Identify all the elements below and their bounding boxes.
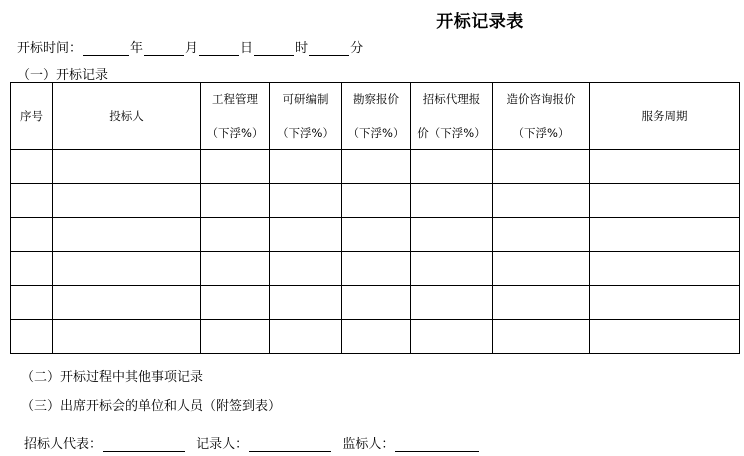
header-service-period: 服务周期 [590,83,740,150]
table-cell[interactable] [590,150,740,184]
opening-time-label: 开标时间： [17,41,83,56]
table-cell[interactable] [270,286,342,320]
table-cell[interactable] [342,184,411,218]
table-cell[interactable] [493,150,590,184]
table-cell[interactable] [201,184,270,218]
table-header-row [11,83,740,150]
table-cell[interactable] [590,184,740,218]
table-cell[interactable] [270,184,342,218]
day-blank[interactable] [199,42,239,56]
table-cell[interactable] [493,184,590,218]
table-cell[interactable] [270,252,342,286]
table-cell[interactable] [53,320,201,354]
table-row [11,320,740,354]
hour-label: 时 [295,41,309,56]
table-cell[interactable] [11,286,53,320]
table-cell[interactable] [201,150,270,184]
table-row [11,286,740,320]
table-cell[interactable] [493,252,590,286]
table-cell[interactable] [11,252,53,286]
header-bidder: 投标人 [53,83,201,150]
table-cell[interactable] [201,218,270,252]
table-cell[interactable] [201,320,270,354]
table-cell[interactable] [53,252,201,286]
hour-blank[interactable] [254,42,294,56]
table-cell[interactable] [590,286,740,320]
table-row [11,252,740,286]
month-label: 月 [185,41,199,56]
table-cell[interactable] [342,150,411,184]
table-cell[interactable] [493,320,590,354]
supervisor-blank[interactable] [395,438,479,452]
table-cell[interactable] [270,150,342,184]
minute-blank[interactable] [309,42,349,56]
table-cell[interactable] [201,286,270,320]
table-cell[interactable] [493,286,590,320]
day-label: 日 [240,41,254,56]
tenderer-rep-blank[interactable] [103,438,185,452]
table-row [11,184,740,218]
table-cell[interactable] [270,320,342,354]
month-blank[interactable] [144,42,184,56]
header-cost-consult-quote: 造价咨询报价 （下浮%） [493,83,590,150]
header-engineering-mgmt: 工程管理 （下浮%） [201,83,270,150]
table-cell[interactable] [11,320,53,354]
recorder-label: 记录人： [196,437,249,452]
table-cell[interactable] [53,218,201,252]
table-cell[interactable] [201,252,270,286]
opening-time-line [17,37,363,56]
table-cell[interactable] [590,218,740,252]
year-blank[interactable] [83,42,129,56]
header-seq: 序号 [11,83,53,150]
table-row [11,218,740,252]
table-cell[interactable] [411,184,493,218]
section-other-matters: （二）开标过程中其他事项记录 [21,370,204,385]
opening-record-table [10,82,740,354]
minute-label: 分 [350,41,364,56]
header-survey-quote: 勘察报价 （下浮%） [342,83,411,150]
table-cell[interactable] [342,252,411,286]
table-cell[interactable] [342,218,411,252]
table-cell[interactable] [270,218,342,252]
table-cell[interactable] [11,150,53,184]
tenderer-rep-label: 招标人代表： [24,437,103,452]
section-opening-record: （一）开标记录 [17,68,109,83]
table-cell[interactable] [493,218,590,252]
supervisor-label: 监标人： [342,437,395,452]
table-cell[interactable] [53,150,201,184]
table-row [11,150,740,184]
table-cell[interactable] [11,184,53,218]
table-cell[interactable] [411,252,493,286]
table-cell[interactable] [590,252,740,286]
signature-line [24,433,480,452]
table-cell[interactable] [11,218,53,252]
table-cell[interactable] [590,320,740,354]
header-feasibility-study: 可研编制 （下浮%） [270,83,342,150]
table-cell[interactable] [342,320,411,354]
table-cell[interactable] [53,184,201,218]
table-cell[interactable] [411,218,493,252]
table-cell[interactable] [411,320,493,354]
recorder-blank[interactable] [249,438,331,452]
header-agency-quote: 招标代理报 价（下浮%） [411,83,493,150]
year-label: 年 [130,41,144,56]
table-cell[interactable] [411,286,493,320]
table-cell[interactable] [342,286,411,320]
section-attendees: （三）出席开标会的单位和人员（附签到表） [21,399,282,414]
page-title: 开标记录表 [436,12,524,32]
table-cell[interactable] [411,150,493,184]
table-cell[interactable] [53,286,201,320]
